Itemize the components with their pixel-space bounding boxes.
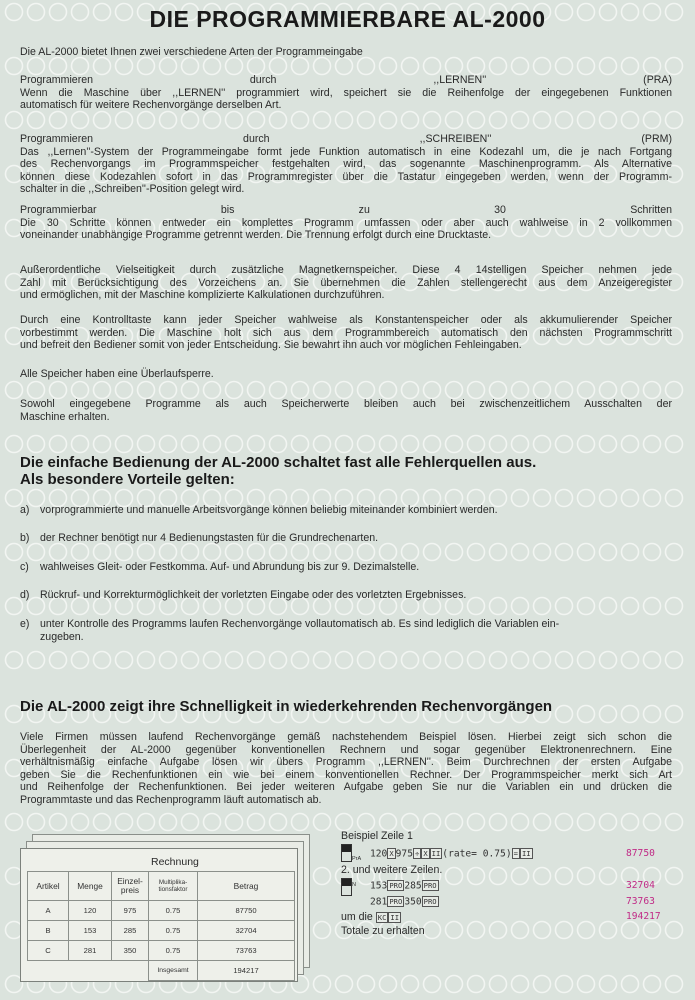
page-title: DIE PROGRAMMIERBARE AL-2000 (149, 6, 546, 32)
intro-text: Die AL-2000 bietet Ihnen zwei verschiedene Arten der Programmeingabe (20, 46, 363, 58)
col-einzelpreis: Einzel- preis (112, 872, 149, 901)
result-2: 32704 (626, 880, 655, 891)
memory-key-icon: II (390, 912, 400, 922)
kc-key-icon: KC (377, 912, 387, 922)
invoice-table (27, 871, 295, 981)
section-2: Programmieren durch ,,SCHREIBEN'' (PRM) Das ,,Lernen''-System der Programmeingabe formt jede Funktion automatisch in eine Kodezahl um, die je nach Fortgang des Rechenvorgangs im Programmspeicher festgehalten wird, das sogenannte Maschinenprogramm. Als Alternative können diese Kodezahlen sofort in das Programmregister über die Tastatur eingegeben werden, wenn der Programm- schalter in die ,,Schreiben''-Position gelegt wird. (20, 133, 672, 196)
heading-advantages: Die einfache Bedienung der AL-2000 schaltet fast alle Fehlerquellen aus. Als besondere Vorteile gelten: (20, 454, 537, 488)
col-faktor: Multiplika- tionsfaktor (149, 872, 198, 901)
col-menge: Menge (69, 872, 112, 901)
page: DIE PROGRAMMIERBARE AL-2000 Die AL-2000 bietet Ihnen zwei verschiedene Arten der Programmeingabe Programmieren durch ,,LERNEN'' (PRA) Wenn die Maschine über ,,LERNEN'' programmiert wird, speichert sie die Reihenfolge der eingegebenen Funktionen automatisch für weitere Rechenvorgänge derselben Art. Programmieren durch ,,SCHREIBEN'' (PRM) Das ,,Lernen''-System der Programmeingabe formt jede Funktion automatisch in eine Kodezahl um, die je nach Fortgang des Rechenvorgangs im Programmspeicher festgehalten wird, das sogenannte Maschinenprogramm. Als Alternative können diese Kodezahlen sofort in das Programmregister über die Tastatur eingegeben werden, wenn der Programm- schalter in die ,,Schreiben''-Position gelegt wird. Programmierbar bis zu 30 Schritten Die 30 Schritte können entweder ein komplettes Programm umfassen oder aber auch wahlweise in 2 vollkommen voneinander unabhängige Programme getrennt werden. Die Trennung erfolgt durch eine Drucktaste. Außerordentliche Vielseitigkeit durch zusätzliche Magnetkernspeicher. Diese 4 14stelligen Speicher nehmen jede Zahl mit Berücksichtigung des Vorzeichens an. Sie übernehmen die Zahlen stellengerecht aus dem Anzeigeregister und ermöglichen, mit der Maschine komplizierte Kalkulationen durchzuführen. Durch eine Kontrolltaste kann jeder Speicher wahlweise als Konstantenspeicher oder als akkumulierender Speicher vorbestimmt werden. Die Maschine holt sich aus dem Programmbereich automatisch den nächsten Programmschritt und befreit den Bediener somit von jeder Entscheidung. Sie bewahrt ihn auch vor möglichen Fehleingaben. Alle Speicher haben eine Überlaufsperre. Sowohl eingegebene Programme als auch Speicherwerte bleiben auch bei zwischenzeitlichem Ausschalten der Maschine erhalten. Die einfache Bedienung der AL-2000 schaltet fast alle Fehlerquellen aus. Als besondere Vorteile gelten: a) vorprogrammierte und manuelle Arbeitsvorgänge können beliebig miteinander kombiniert werden. b) der Rechner benötigt nur 4 Bedienungstasten für die Grundrechenarten. c) wahlweises Gleit- oder Festkomma. Auf- und Abrundung bis zur 9. Dezimalstelle. d) Rückruf- und Korrekturmöglichkeit der vorletzten Eingabe oder des vorletzten Ergebnisses. e) unter Kontrolle des Programms laufen Rechenvorgänge vollautomatisch ab. Es sind lediglich die Variablen ein- zugeben. Die AL-2000 zeigt ihre Schnelligkeit in wiederkehrenden Rechenvorgängen Viele Firmen müssen laufend Rechenvorgänge gemäß nachstehendem Beispiel lösen. Hierbei zeigt sich schon die Überlegenheit der AL-2000 gegenüber konventionellen Rechnern und sogar gegenüber Elektronenrechnern. Eine verhältnismäßig einfache Aufgabe lösen wir übers Programm ,,LERNEN''. Beim Durchrechnen der ersten Aufgabe geben Sie die Rechenfunktionen ein wie bei einem konventionellen Rechner. Der Programmspeicher merkt sich Art und Reihenfolge der Rechenfunktionen. Bei jeder weiteren Aufgabe geben Sie nur die Variablen ein und drücken die Programmtaste und das Rechenprogramm läuft automatisch ab. Rechnung Artikel Menge Einzel- preis Multiplika- tionsfaktor Betrag A 120 975 0.75 87750 B 153 285 0.75 32704 C 281 350 0.75 73763 Insgesamt 194217 Beispiel Zeile 1 PrA 120 X 975 ÷ X II (rate= 0.75) = II 87750 2. und weitere Zeilen. N 153 PRO 285 PRO 32704 281 PRO 350 PRO 73763 um die KC II 194217 Totale zu erhalten (0, 0, 695, 1000)
table-row: B 153 285 0.75 32704 (28, 921, 295, 941)
section-5: Durch eine Kontrolltaste kann jeder Speicher wahlweise als Konstantenspeicher oder als akkumulierender Speicher vorbestimmt werden. Die Maschine holt sich aus dem Programmbereich automatisch den nächsten Programmschritt und befreit den Bediener somit von jeder Entscheidung. Sie bewahrt ihn auch vor möglichen Fehleingaben. (20, 314, 672, 352)
example-row-3: 281 PRO 350 PRO 73763 (370, 896, 655, 908)
table-row: A 120 975 0.75 87750 (28, 901, 295, 921)
invoice-total-row (28, 961, 295, 981)
plusminus-key-icon: ÷ (414, 849, 420, 858)
example-label-4: Totale zu erhalten (341, 925, 425, 937)
program-key-icon: PRO (389, 897, 403, 906)
memory-key-icon: II (521, 849, 531, 858)
pra-switch-icon (341, 844, 352, 862)
memory-key-icon: II (431, 849, 441, 858)
section-6: Alle Speicher haben eine Überlaufsperre. (20, 368, 214, 380)
program-key-icon: PRO (389, 881, 403, 890)
section-3: Programmierbar bis zu 30 Schritten Die 30 Schritte können entweder ein komplettes Programm umfassen oder aber auch wahlweise in 2 vollkommen voneinander unabhängige Programme getrennt werden. Die Trennung erfolgt durch eine Drucktaste. (20, 204, 672, 242)
program-key-icon: PRO (423, 881, 437, 890)
col-artikel: Artikel (28, 872, 69, 901)
n-label: N (352, 882, 356, 888)
invoice-title: Rechnung (151, 856, 199, 868)
n-switch-icon (341, 878, 352, 896)
section-7: Sowohl eingegebene Programme als auch Speicherwerte bleiben auch bei zwischenzeitlichem Ausschalten der Maschine erhalten. (20, 398, 672, 423)
equals-key-icon: = (513, 849, 518, 858)
invoice-sheet (20, 848, 298, 982)
invoice-rows (28, 901, 295, 961)
section-1: Programmieren durch ,,LERNEN'' (PRA) Wenn die Maschine über ,,LERNEN'' programmiert wird, speichert sie die Reihenfolge der eingegebenen Funktionen automatisch für weitere Rechenvorgänge derselben Art. (20, 74, 672, 112)
result-3: 73763 (626, 896, 655, 907)
example-row-1: 120 X 975 ÷ X II (rate= 0.75) = II 87750 (370, 848, 655, 860)
multiply-key-icon: X (423, 849, 428, 858)
result-1: 87750 (626, 848, 655, 859)
example-row-2: 153 PRO 285 PRO 32704 (370, 880, 655, 892)
col-betrag: Betrag (198, 872, 295, 901)
pra-label: PrA (352, 856, 362, 862)
speed-paragraph: Viele Firmen müssen laufend Rechenvorgänge gemäß nachstehendem Beispiel lösen. Hierbei zeigt sich schon die Überlegenheit der AL-2000 gegenüber konventionellen Rechnern und sogar gegenüber Elektronenrechnern. Eine verhältnismäßig einfache Aufgabe lösen wir übers Programm ,,LERNEN''. Beim Durchrechnen der ersten Aufgabe geben Sie die Rechenfunktionen ein wie bei einem konventionellen Rechner. Der Programmspeicher merkt sich Art und Reihenfolge der Rechenfunktionen. Bei jeder weiteren Aufgabe geben Sie nur die Variablen ein und drücken die Programmtaste und das Rechenprogramm läuft automatisch ab. (20, 731, 672, 806)
invoice-header-row (28, 872, 295, 901)
program-key-icon: PRO (423, 897, 437, 906)
total-value: 194217 (198, 961, 295, 981)
example-label-3: um die KC II (341, 911, 400, 923)
table-row: C 281 350 0.75 73763 (28, 941, 295, 961)
example-label-2: 2. und weitere Zeilen. (341, 864, 443, 876)
section-4: Außerordentliche Vielseitigkeit durch zusätzliche Magnetkernspeicher. Diese 4 14stelligen Speicher nehmen jede Zahl mit Berücksichtigung des Vorzeichens an. Sie übernehmen die Zahlen stellengerecht aus dem Anzeigeregister und ermöglichen, mit der Maschine komplizierte Kalkulationen durchzuführen. (20, 264, 672, 302)
result-total: 194217 (626, 911, 661, 922)
example-label-1: Beispiel Zeile 1 (341, 830, 413, 842)
heading-speed: Die AL-2000 zeigt ihre Schnelligkeit in wiederkehrenden Rechenvorgängen (20, 698, 553, 715)
multiply-key-icon: X (389, 849, 394, 858)
total-label: Insgesamt (149, 961, 198, 981)
